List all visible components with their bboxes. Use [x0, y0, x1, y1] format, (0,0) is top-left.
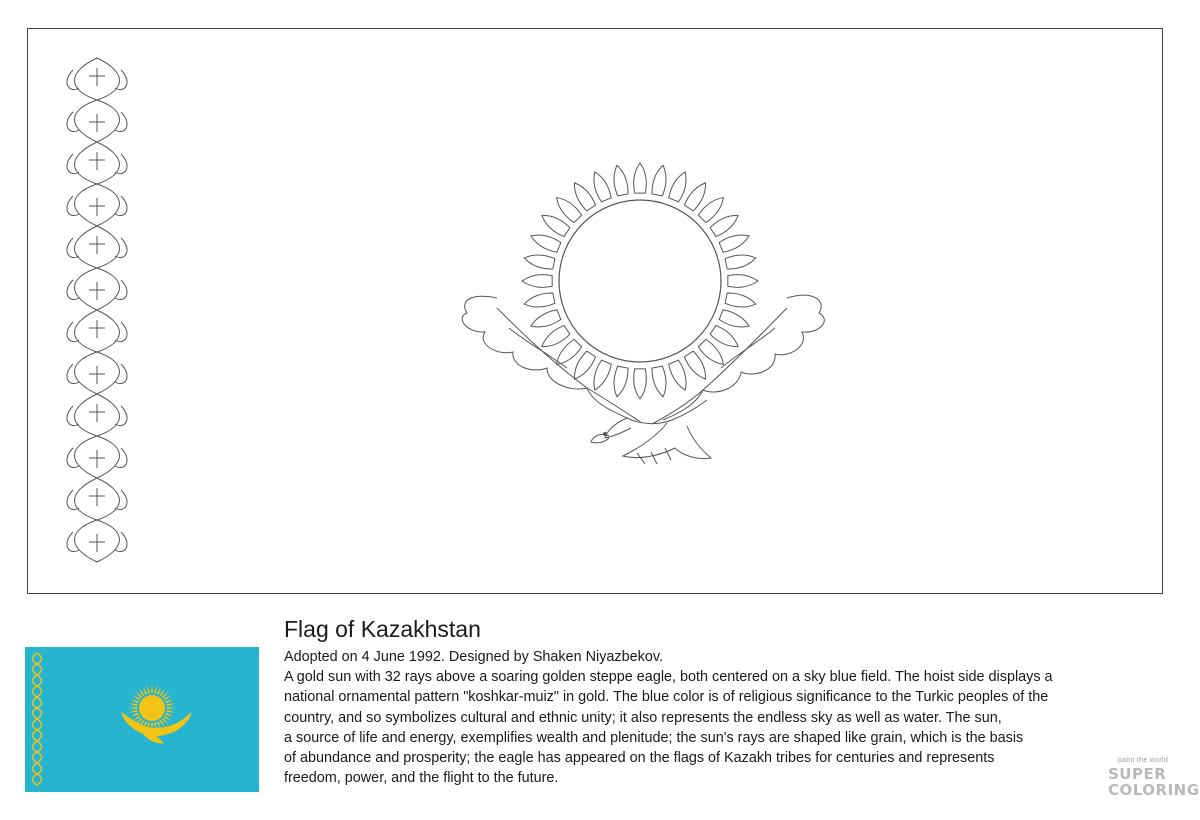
watermark-line2: COLORING	[1108, 781, 1200, 799]
colored-flag-thumbnail	[25, 647, 259, 792]
watermark-tagline: paint the world	[1118, 757, 1169, 764]
description-line: freedom, power, and the flight to the future.	[284, 770, 559, 787]
description-line: national ornamental pattern "koshkar-muiz" in gold. The blue color is of religious significance to the Turkic peoples of the	[284, 689, 1049, 706]
description-line: Adopted on 4 June 1992. Designed by Shaken Niyazbekov.	[284, 649, 663, 665]
description-line: A gold sun with 32 rays above a soaring golden steppe eagle, both centered on a sky blue field. The hoist side displays a	[284, 669, 1053, 686]
description-line: a source of life and energy, exemplifies wealth and plenitude; the sun's rays are shaped like grain, which is the basis	[284, 729, 1024, 746]
watermark-line1: SUPER	[1108, 765, 1167, 783]
flag-title: Flag of Kazakhstan	[284, 616, 481, 642]
flag-description	[284, 614, 1194, 788]
watermark-logo	[1106, 757, 1200, 805]
outline-flag	[27, 28, 1163, 594]
description-line: country, and so symbolizes cultural and ethnic unity; it also represents the endless sky as well as water. The sun,	[284, 709, 1002, 726]
description-line: of abundance and prosperity; the eagle has appeared on the flags of Kazakh tribes for centuries and represents	[284, 750, 995, 767]
